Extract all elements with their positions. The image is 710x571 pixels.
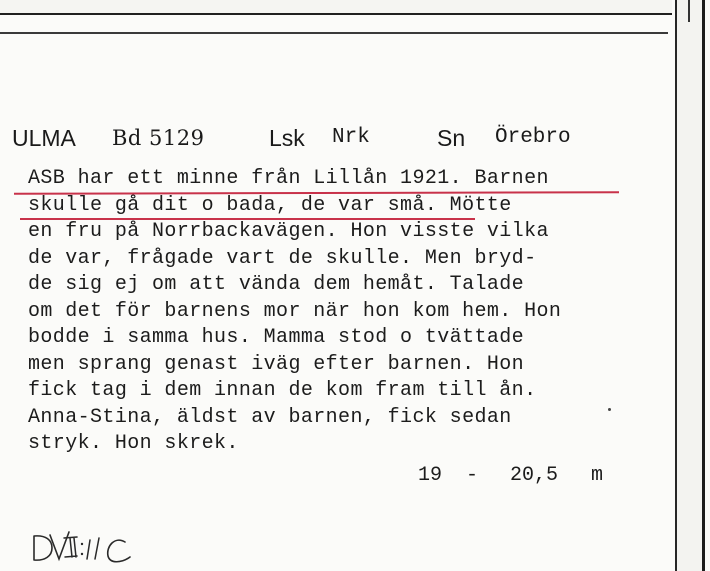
dimension-end: 20,5: [510, 464, 559, 487]
dimension-unit: m: [591, 464, 604, 487]
text-line: de sig ej om att vända dem hemåt. Talade: [28, 273, 525, 296]
ink-speck: [608, 408, 611, 411]
text-line: de var, frågade vart de skulle. Men bryd-: [28, 246, 537, 270]
card-top-edge: [0, 0, 672, 15]
text-line: en fru på Norrbackavägen. Hon visste vilka: [28, 220, 549, 243]
nrk-value: Nrk: [332, 126, 370, 149]
parish-value: Örebro: [495, 126, 571, 149]
card-top-rule: [0, 32, 668, 34]
card-right-strip: [677, 0, 702, 571]
dimension-start: 19: [418, 464, 443, 487]
ulma-label: ULMA: [12, 125, 76, 151]
text-line: om det för barnens mor när hon kom hem. Hon: [28, 299, 562, 323]
card-corner-tick: [688, 0, 690, 22]
text-line: stryk. Hon skrek.: [28, 432, 239, 455]
bd-number: Bd 5129: [112, 126, 205, 150]
handwritten-signature: [30, 526, 140, 568]
sn-label: Sn: [437, 125, 466, 151]
card-outer-border: [702, 0, 705, 571]
text-line: men sprang genast iväg efter barnen. Hon: [28, 352, 525, 376]
text-line: bodde i samma hus. Mamma stod o tvättade: [28, 326, 525, 349]
card-right-border: [675, 0, 677, 571]
text-line: ASB har ett minne från Lillån 1921. Barnen: [28, 167, 549, 190]
dimension-dash: -: [466, 464, 479, 487]
card-header: [12, 122, 662, 154]
text-line: skulle gå dit o bada, de var små. Mötte: [28, 193, 512, 217]
text-line: Anna-Stina, äldst av barnen, fick sedan: [28, 405, 512, 429]
card-body-text: [28, 166, 648, 458]
text-line: fick tag i dem innan de kom fram till ån.: [28, 379, 537, 402]
lsk-label: Lsk: [269, 125, 305, 151]
